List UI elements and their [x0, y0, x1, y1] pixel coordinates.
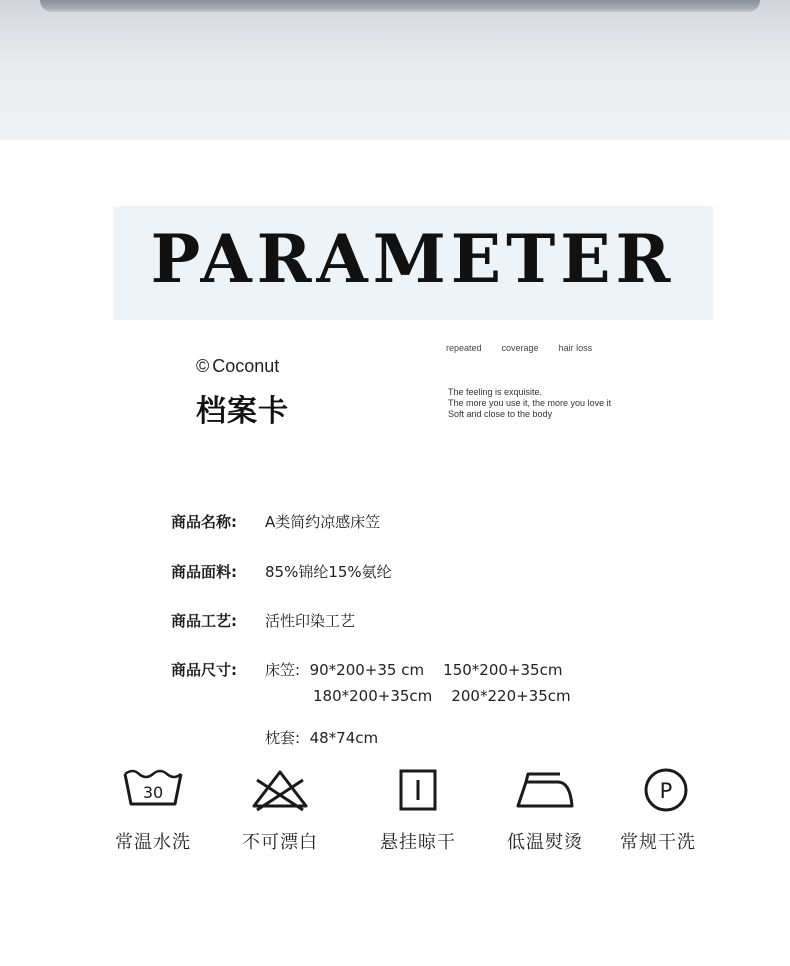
spec-row-size: [171, 659, 562, 680]
banner-title: PARAMETER: [150, 220, 676, 298]
care-item-no-bleach: [220, 766, 340, 854]
spec-row-name: [171, 511, 380, 532]
tag-repeated: repeated: [446, 343, 482, 353]
tag-list: [446, 343, 612, 353]
dry-clean-icon: [627, 766, 689, 812]
care-label: 常规干洗: [620, 832, 696, 853]
product-photo-strip: [0, 0, 790, 140]
care-item-dry-clean: [598, 766, 718, 854]
spec-label: 商品面料:: [171, 563, 237, 581]
care-item-low-iron: [485, 766, 605, 854]
spec-size-pillow: 枕套: 48*74cm: [265, 729, 379, 747]
spec-label: 商品名称:: [171, 513, 237, 531]
spec-value: 85%锦纶15%氨纶: [265, 563, 392, 581]
feeling-text: [448, 387, 611, 420]
care-label: 低温熨烫: [507, 832, 583, 853]
card-title: 档案卡: [196, 394, 289, 429]
care-item-wash: [93, 766, 213, 854]
spec-size-line-2: 180*200+35cm 200*220+35cm: [313, 687, 571, 705]
spec-label: 商品尺寸:: [171, 661, 237, 679]
spec-value: 活性印染工艺: [265, 612, 356, 630]
low-iron-icon: [514, 766, 576, 812]
feeling-line: The feeling is exquisite.: [448, 387, 543, 397]
spec-value: 床笠: 90*200+35 cm 150*200+35cm: [265, 661, 563, 679]
feeling-line: The more you use it, the more you love it: [448, 398, 612, 408]
parameter-banner: [113, 206, 713, 320]
feeling-line: Soft and close to the body: [448, 409, 553, 419]
brand-line: [196, 356, 279, 377]
bed-sheet-edge: [40, 0, 760, 12]
copyright-icon: ©: [196, 356, 210, 376]
care-label: 悬挂晾干: [380, 832, 456, 853]
spec-row-craft: [171, 610, 355, 631]
tag-hair-loss: hair loss: [558, 343, 593, 353]
svg-text:30: 30: [142, 783, 164, 802]
spec-value: A类简约凉感床笠: [265, 513, 381, 531]
line-dry-icon: [387, 766, 449, 812]
care-item-line-dry: [358, 766, 478, 854]
spec-row-fabric: [171, 561, 392, 582]
care-label: 常温水洗: [115, 832, 191, 853]
no-bleach-icon: [249, 766, 311, 812]
wash-30-icon: [122, 766, 184, 812]
care-icons: [0, 766, 790, 866]
spec-label: 商品工艺:: [171, 612, 237, 630]
svg-text:P: P: [659, 779, 673, 803]
brand-name: Coconut: [212, 356, 280, 376]
tag-coverage: coverage: [501, 343, 539, 353]
care-label: 不可漂白: [242, 832, 318, 853]
